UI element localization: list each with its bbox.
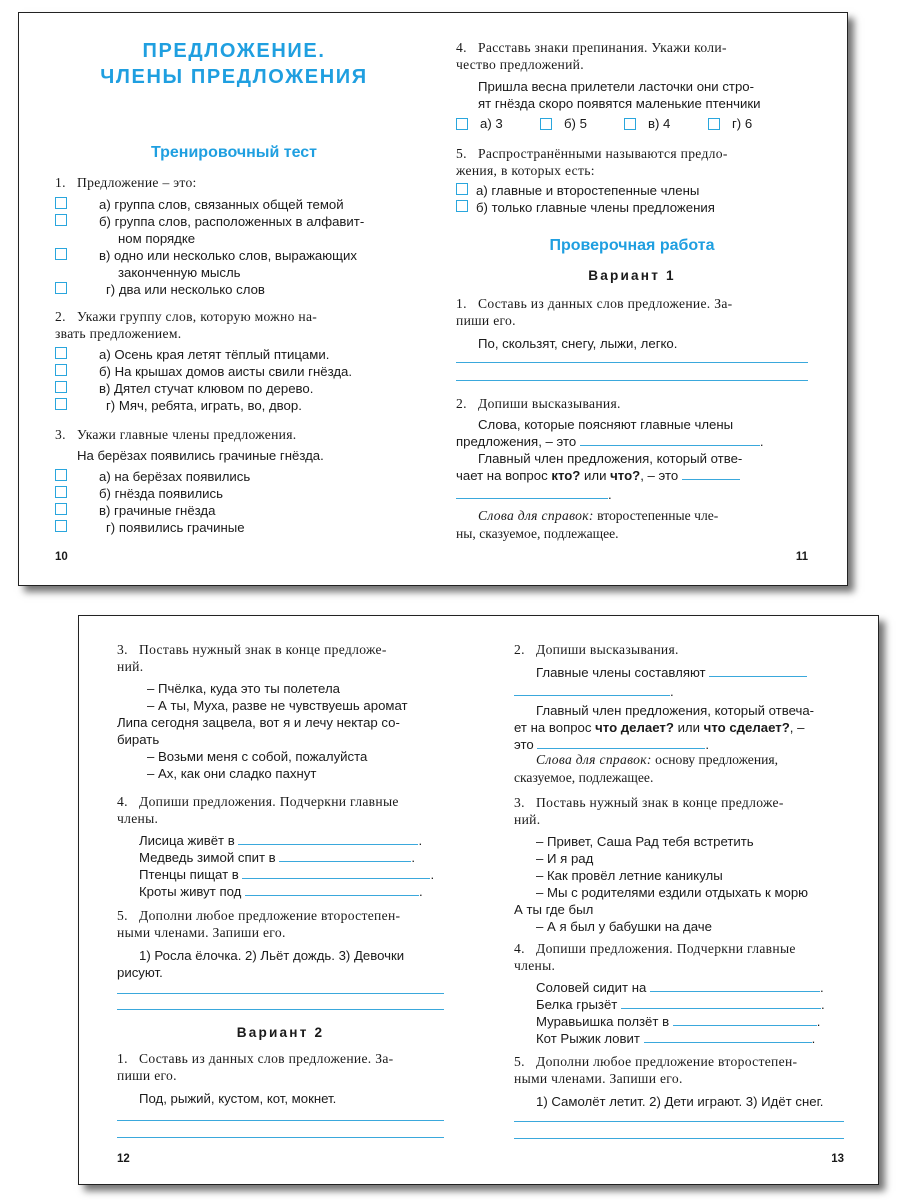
question-text: Распространёнными называются предло- (478, 146, 728, 161)
checkbox[interactable] (55, 197, 67, 209)
page-12 (117, 616, 444, 1184)
option-d[interactable]: г) 6 (708, 115, 792, 132)
writing-line[interactable] (514, 1138, 844, 1139)
given-text: Пришла весна прилетели ласточки они стро- ят гнёзда скоро появятся маленькие птенчики (478, 79, 761, 111)
option-a[interactable]: а) 3 (456, 115, 540, 132)
question-text: Укажи группу слов, которую можно на- (77, 309, 318, 324)
option-c[interactable]: в) одно или несколько слов, выражающих законченную мысль (55, 247, 413, 281)
answer-blank[interactable] (580, 433, 760, 446)
option-a[interactable]: а) группа слов, связанных общей темой (55, 196, 413, 213)
option-b[interactable]: б) 5 (540, 115, 624, 132)
question-text: Предложение – это: (77, 175, 197, 190)
page-13 (514, 616, 844, 1184)
question-5: 5. Распространёнными называются предло- жения, в которых есть: а) главные и второстепенные члены б) только главные члены предложения (456, 145, 808, 216)
checkbox[interactable] (708, 118, 720, 130)
question-text: Расставь знаки препинания. Укажи коли- (478, 40, 727, 55)
option-d[interactable]: г) Мяч, ребята, играть, во, двор. (55, 397, 413, 414)
answer-blank[interactable] (673, 1013, 817, 1026)
option-d[interactable]: г) появились грачиные (55, 519, 413, 536)
question-3: 3. Укажи главные члены предложения. На берёзах появились грачиные гнёзда. а) на берёзах появились б) гнёзда появились в) грачиные гнёзда г) появились грачиные (55, 426, 413, 536)
question-5: 5. Дополни любое предложение второстепен- ными членами. Запиши его. 1) Самолёт летит. 2) Дети играют. 3) Идёт снег. (514, 1053, 844, 1110)
option-c[interactable]: в) грачиные гнёзда (55, 502, 413, 519)
workbook-spread-pages-12-13 (78, 615, 879, 1185)
checkbox[interactable] (624, 118, 636, 130)
reference-words: Слова для справок: второстепенные чле- ны, сказуемое, подлежащее. (456, 508, 719, 541)
question-1 (55, 174, 413, 298)
given-words: Под, рыжий, кустом, кот, мокнет. (139, 1091, 337, 1106)
checkbox[interactable] (55, 364, 67, 376)
checkbox[interactable] (55, 486, 67, 498)
question-text: Дополни любое предложение второстепен- (139, 908, 401, 923)
question-2: 2. Укажи группу слов, которую можно на- звать предложением. а) Осень края летят тёплый птицами. б) На крышах домов аисты свили гнёзда. в) Дятел стучат клювом по дерево. г) Мяч, ребята, играть, во, двор. (55, 308, 413, 414)
answer-blank[interactable] (456, 486, 608, 499)
answer-blank[interactable] (279, 849, 411, 862)
answer-options (456, 115, 808, 132)
checkbox[interactable] (55, 503, 67, 515)
option-b[interactable]: б) На крышах домов аисты свили гнёзда. (55, 363, 413, 380)
option-d[interactable]: г) два или несколько слов (55, 281, 413, 298)
given-sentence: На берёзах появились грачиные гнёзда. (77, 448, 324, 463)
question-text: Поставь нужный знак в конце предложе- (139, 642, 387, 657)
sentence-list: Лисица живёт в . Медведь зимой спит в . Птенцы пищат в . Кроты живут под . (139, 833, 435, 899)
variant-heading: Вариант 2 (236, 1025, 325, 1040)
question-text: Допиши предложения. Подчеркни главные (536, 941, 796, 956)
workbook-spread-pages-10-11 (18, 12, 848, 586)
question-4: 4. Допиши предложения. Подчеркни главные члены. Соловей сидит на . Белка грызёт . Муравьишка ползёт в . Кот Рыжик ловит . (514, 940, 844, 1047)
page-number: 10 (55, 551, 68, 563)
answer-blank[interactable] (709, 664, 807, 677)
checkbox[interactable] (456, 183, 468, 195)
dialogue: – Привет, Саша Рад тебя встретить – И я рад – Как провёл летние каникулы – Мы с родителями ездили отдыхать к морю А ты где был – А я был у бабушки на даче (514, 834, 809, 934)
writing-line[interactable] (117, 1137, 444, 1138)
writing-line[interactable] (456, 380, 808, 381)
checkbox[interactable] (540, 118, 552, 130)
answer-blank[interactable] (238, 832, 418, 845)
question-text: Укажи главные члены предложения. (77, 427, 297, 442)
question-3: 3. Поставь нужный знак в конце предложе- ний. – Пчёлка, куда это ты полетела – А ты, Муха, разве не чувствуешь аромат Липа сегодня зацвела, вот я и лечу нектар со- бирать – Возьми меня с собой, пожалуйста – Ах, как они сладко пахнут (117, 641, 444, 782)
answer-blank[interactable] (537, 736, 705, 749)
title-line-1: ПРЕДЛОЖЕНИЕ. (142, 40, 326, 62)
checkbox[interactable] (55, 520, 67, 532)
question-text: Допиши предложения. Подчеркни главные (139, 794, 399, 809)
checkbox[interactable] (55, 469, 67, 481)
answer-blank[interactable] (514, 683, 670, 696)
answer-blank[interactable] (644, 1030, 812, 1043)
task-text: Допиши высказывания. (478, 396, 621, 411)
question-4: 4. Допиши предложения. Подчеркни главные члены. Лисица живёт в . Медведь зимой спит в . Птенцы пищат в . Кроты живут под . (117, 793, 444, 900)
title-line-2: ЧЛЕНЫ ПРЕДЛОЖЕНИЯ (100, 66, 368, 88)
option-b[interactable]: б) гнёзда появились (55, 485, 413, 502)
task-2: 2. Допиши высказывания. Слова, которые поясняют главные члены предложения, – это . Главный член предложения, который отве- чает на вопрос кто? или что?, – это . (456, 396, 764, 502)
task-1: 1. Составь из данных слов предложение. За- пиши его. По, скользят, снегу, лыжи, легко. (456, 295, 808, 352)
writing-line[interactable] (117, 1009, 444, 1010)
checkbox[interactable] (55, 347, 67, 359)
option-b[interactable]: б) только главные члены предложения (456, 199, 808, 216)
page-number: 12 (117, 1153, 130, 1165)
option-a[interactable]: а) на берёзах появились (55, 468, 413, 485)
question-4: 4. Расставь знаки препинания. Укажи коли- чество предложений. Пришла весна прилетели ласточки они стро- ят гнёзда скоро появятся маленькие птенчики а) 3 б) 5 в) 4 г) 6 (456, 39, 808, 132)
task-2: 2. Допиши высказывания. Главные члены составляют . Главный член предложения, который отвеча- ет на вопрос что делает? или что сделает?, – это . (514, 642, 815, 752)
checkbox[interactable] (55, 214, 67, 226)
option-b[interactable]: б) группа слов, расположенных в алфавит- ном порядке (55, 213, 413, 247)
page-10 (55, 13, 413, 585)
writing-line[interactable] (117, 1120, 444, 1121)
question-text: Поставь нужный знак в конце предложе- (536, 795, 784, 810)
checkbox[interactable] (55, 282, 67, 294)
task-text: Допиши высказывания. (536, 642, 679, 657)
answer-blank[interactable] (621, 996, 821, 1009)
page-title (55, 38, 413, 90)
task-text: Составь из данных слов предложение. За- (139, 1051, 394, 1066)
checkbox[interactable] (55, 248, 67, 260)
task-1: 1. Составь из данных слов предложение. За- пиши его. Под, рыжий, кустом, кот, мокнет. (117, 1050, 444, 1107)
answer-blank[interactable] (650, 979, 820, 992)
checkbox[interactable] (55, 381, 67, 393)
checkbox[interactable] (456, 200, 468, 212)
question-5: 5. Дополни любое предложение второстепен- ными членами. Запиши его. 1) Росла ёлочка. 2) Льёт дождь. 3) Девочки рисуют. (117, 907, 444, 981)
checkbox[interactable] (55, 398, 67, 410)
page-11 (456, 13, 808, 585)
given-words: По, скользят, снегу, лыжи, легко. (478, 336, 678, 351)
answer-blank[interactable] (245, 883, 419, 896)
checkbox[interactable] (456, 118, 468, 130)
dialogue: – Пчёлка, куда это ты полетела – А ты, Муха, разве не чувствуешь аромат Липа сегодня зацвела, вот я и лечу нектар со- бирать – Возьми меня с собой, пожалуйста – Ах, как они сладко пахнут (117, 681, 408, 781)
answer-blank[interactable] (682, 467, 740, 480)
section-title-test-work: Проверочная работа (549, 237, 715, 254)
variant-heading: Вариант 1 (588, 268, 676, 283)
writing-line[interactable] (514, 1121, 844, 1122)
option-a[interactable]: а) Осень края летят тёплый птицами. (55, 346, 413, 363)
section-title-training-test: Тренировочный тест (150, 144, 318, 161)
task-text: Составь из данных слов предложение. За- (478, 296, 733, 311)
reference-words: Слова для справок: основу предложения, сказуемое, подлежащее. (514, 752, 779, 785)
option-c[interactable]: в) 4 (624, 115, 708, 132)
writing-line[interactable] (456, 362, 808, 363)
answer-blank[interactable] (242, 866, 430, 879)
writing-line[interactable] (117, 993, 444, 994)
page-number: 11 (795, 551, 808, 563)
question-text: Дополни любое предложение второстепен- (536, 1054, 798, 1069)
option-a[interactable]: а) главные и второстепенные члены (456, 182, 808, 199)
page-number: 13 (831, 1153, 844, 1165)
question-3: 3. Поставь нужный знак в конце предложе- ний. – Привет, Саша Рад тебя встретить – И я рад – Как провёл летние каникулы – Мы с родителями ездили отдыхать к морю А ты где был – А я был у бабушки на даче (514, 794, 844, 935)
given-sentences: 1) Самолёт летит. 2) Дети играют. 3) Идёт снег. (536, 1094, 824, 1109)
sentence-list: Соловей сидит на . Белка грызёт . Муравьишка ползёт в . Кот Рыжик ловит . (536, 980, 825, 1046)
option-c[interactable]: в) Дятел стучат клювом по дерево. (55, 380, 413, 397)
question-number: 1. (55, 175, 66, 190)
given-sentences: 1) Росла ёлочка. 2) Льёт дождь. 3) Девочки рисуют. (117, 948, 405, 980)
